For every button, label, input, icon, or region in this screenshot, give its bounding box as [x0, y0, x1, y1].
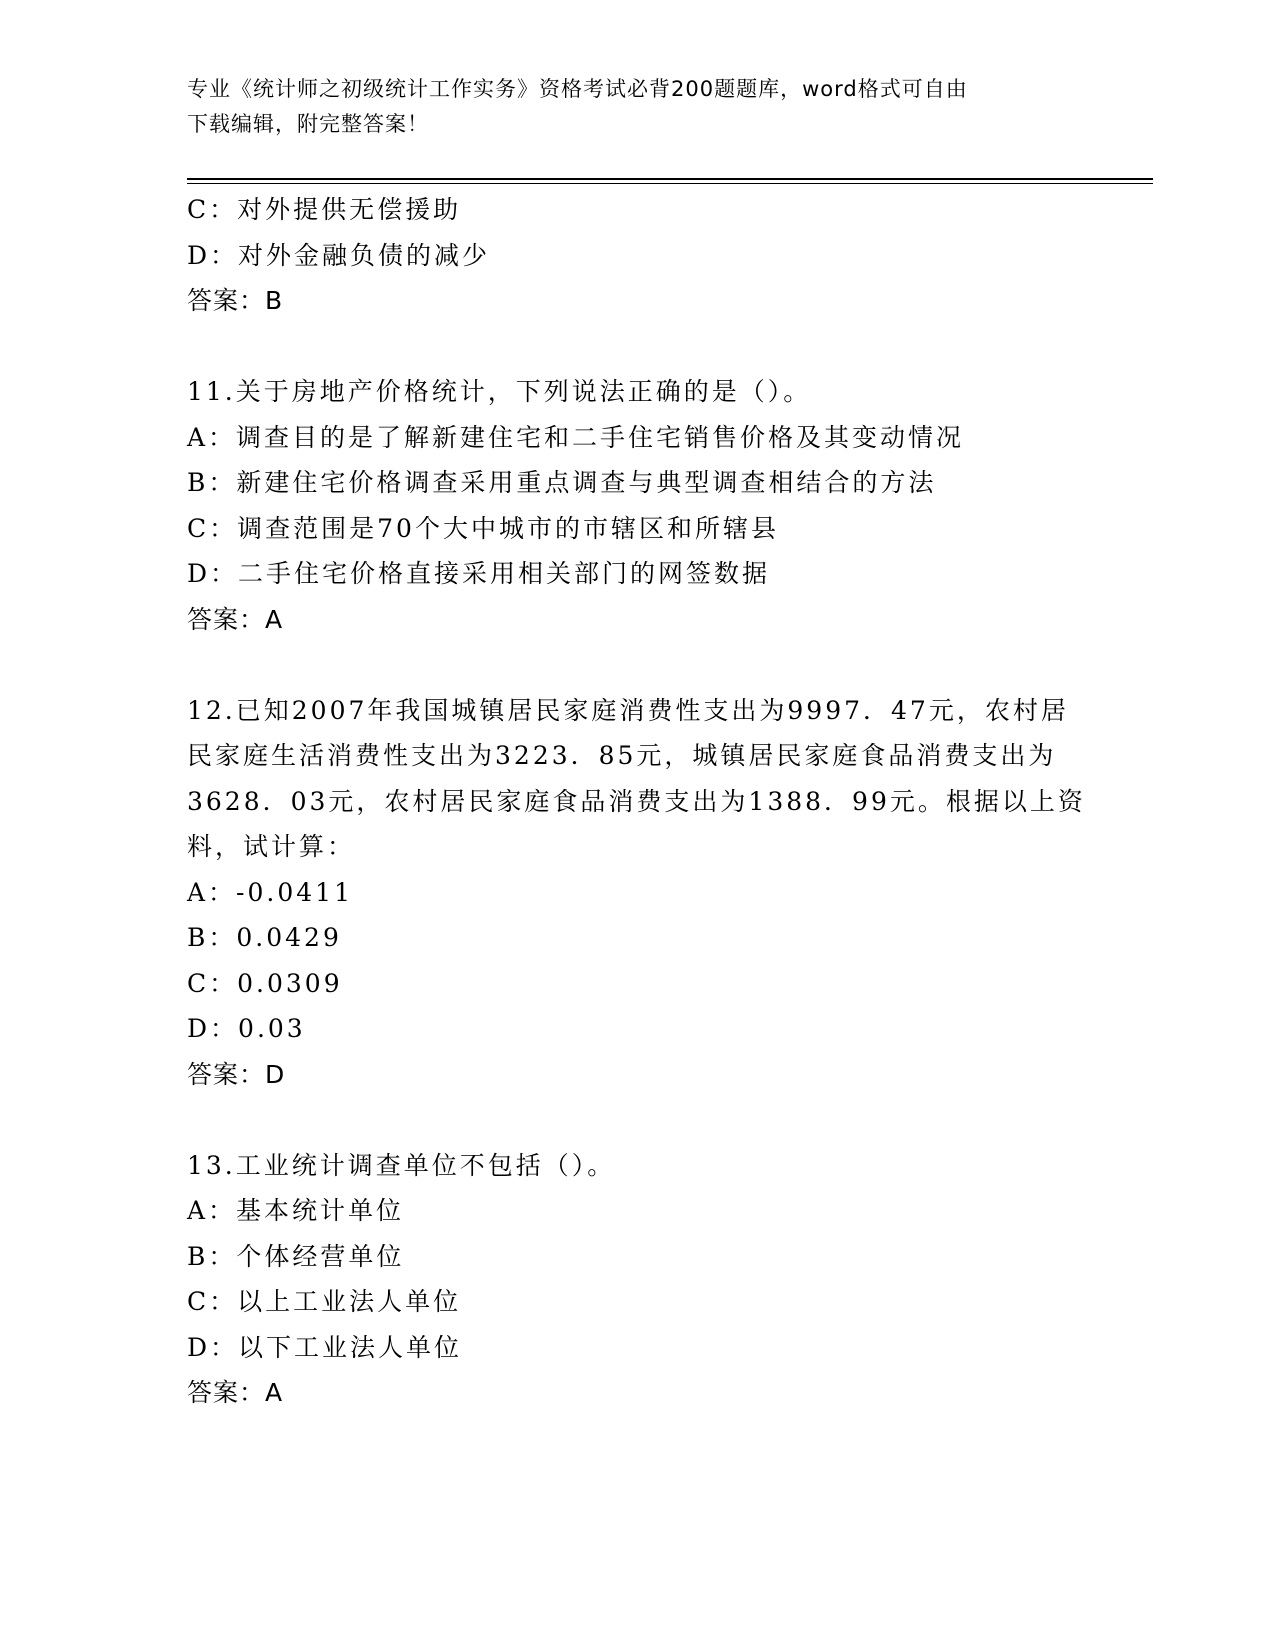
answer-line: 答案：B	[187, 286, 284, 315]
question-11	[187, 369, 1087, 642]
option-a: A：调查目的是了解新建住宅和二手住宅销售价格及其变动情况	[187, 422, 965, 452]
question-12	[187, 688, 1087, 1098]
header-line-2: 下载编辑，附完整答案！	[187, 112, 429, 136]
header-divider-thick	[187, 178, 1153, 180]
answer-line: 答案：D	[187, 1059, 286, 1089]
option-c: C：对外提供无偿援助	[187, 195, 462, 224]
header-line-1: 专业《统计师之初级统计工作实务》资格考试必背200题题库，word格式可自由	[187, 77, 968, 101]
option-d: D：二手住宅价格直接采用相关部门的网签数据	[187, 559, 771, 588]
header-divider-thin	[187, 183, 1153, 184]
question-stem-line-1: 12.已知2007年我国城镇居民家庭消费性支出为9997．47元，农村居	[187, 695, 1069, 725]
option-b: B：个体经营单位	[187, 1241, 405, 1271]
question-stem-line-2: 民家庭生活消费性支出为3223．85元，城镇居民家庭食品消费支出为	[187, 741, 1057, 770]
option-b: B：新建住宅价格调查采用重点调查与典型调查相结合的方法	[187, 468, 937, 497]
question-stem-line-3: 3628．03元，农村居民家庭食品消费支出为1388．99元。根据以上资	[187, 786, 1086, 816]
spacer	[187, 324, 1087, 370]
answer-line: 答案：A	[187, 604, 284, 634]
option-c: C：0.0309	[187, 968, 343, 998]
option-a: A：-0.0411	[187, 877, 353, 907]
spacer	[187, 642, 1087, 688]
question-stem: 13.工业统计调查单位不包括（）。	[187, 1150, 616, 1180]
question-stem-line-4: 料，试计算：	[187, 832, 356, 861]
answer-line: 答案：A	[187, 1378, 284, 1407]
spacer	[187, 1097, 1087, 1143]
option-a: A：基本统计单位	[187, 1196, 405, 1225]
question-10	[187, 187, 1087, 324]
question-stem: 11.关于房地产价格统计，下列说法正确的是（）。	[187, 377, 812, 406]
document-header	[187, 72, 1087, 142]
option-c: C：调查范围是70个大中城市的市辖区和所辖县	[187, 513, 779, 543]
option-b: B：0.0429	[187, 923, 342, 952]
question-13	[187, 1143, 1087, 1416]
option-c: C：以上工业法人单位	[187, 1287, 462, 1316]
option-d: D：对外金融负债的减少	[187, 240, 491, 270]
option-d: D：0.03	[187, 1014, 306, 1043]
question-content	[187, 187, 1087, 1416]
option-d: D：以下工业法人单位	[187, 1332, 463, 1362]
